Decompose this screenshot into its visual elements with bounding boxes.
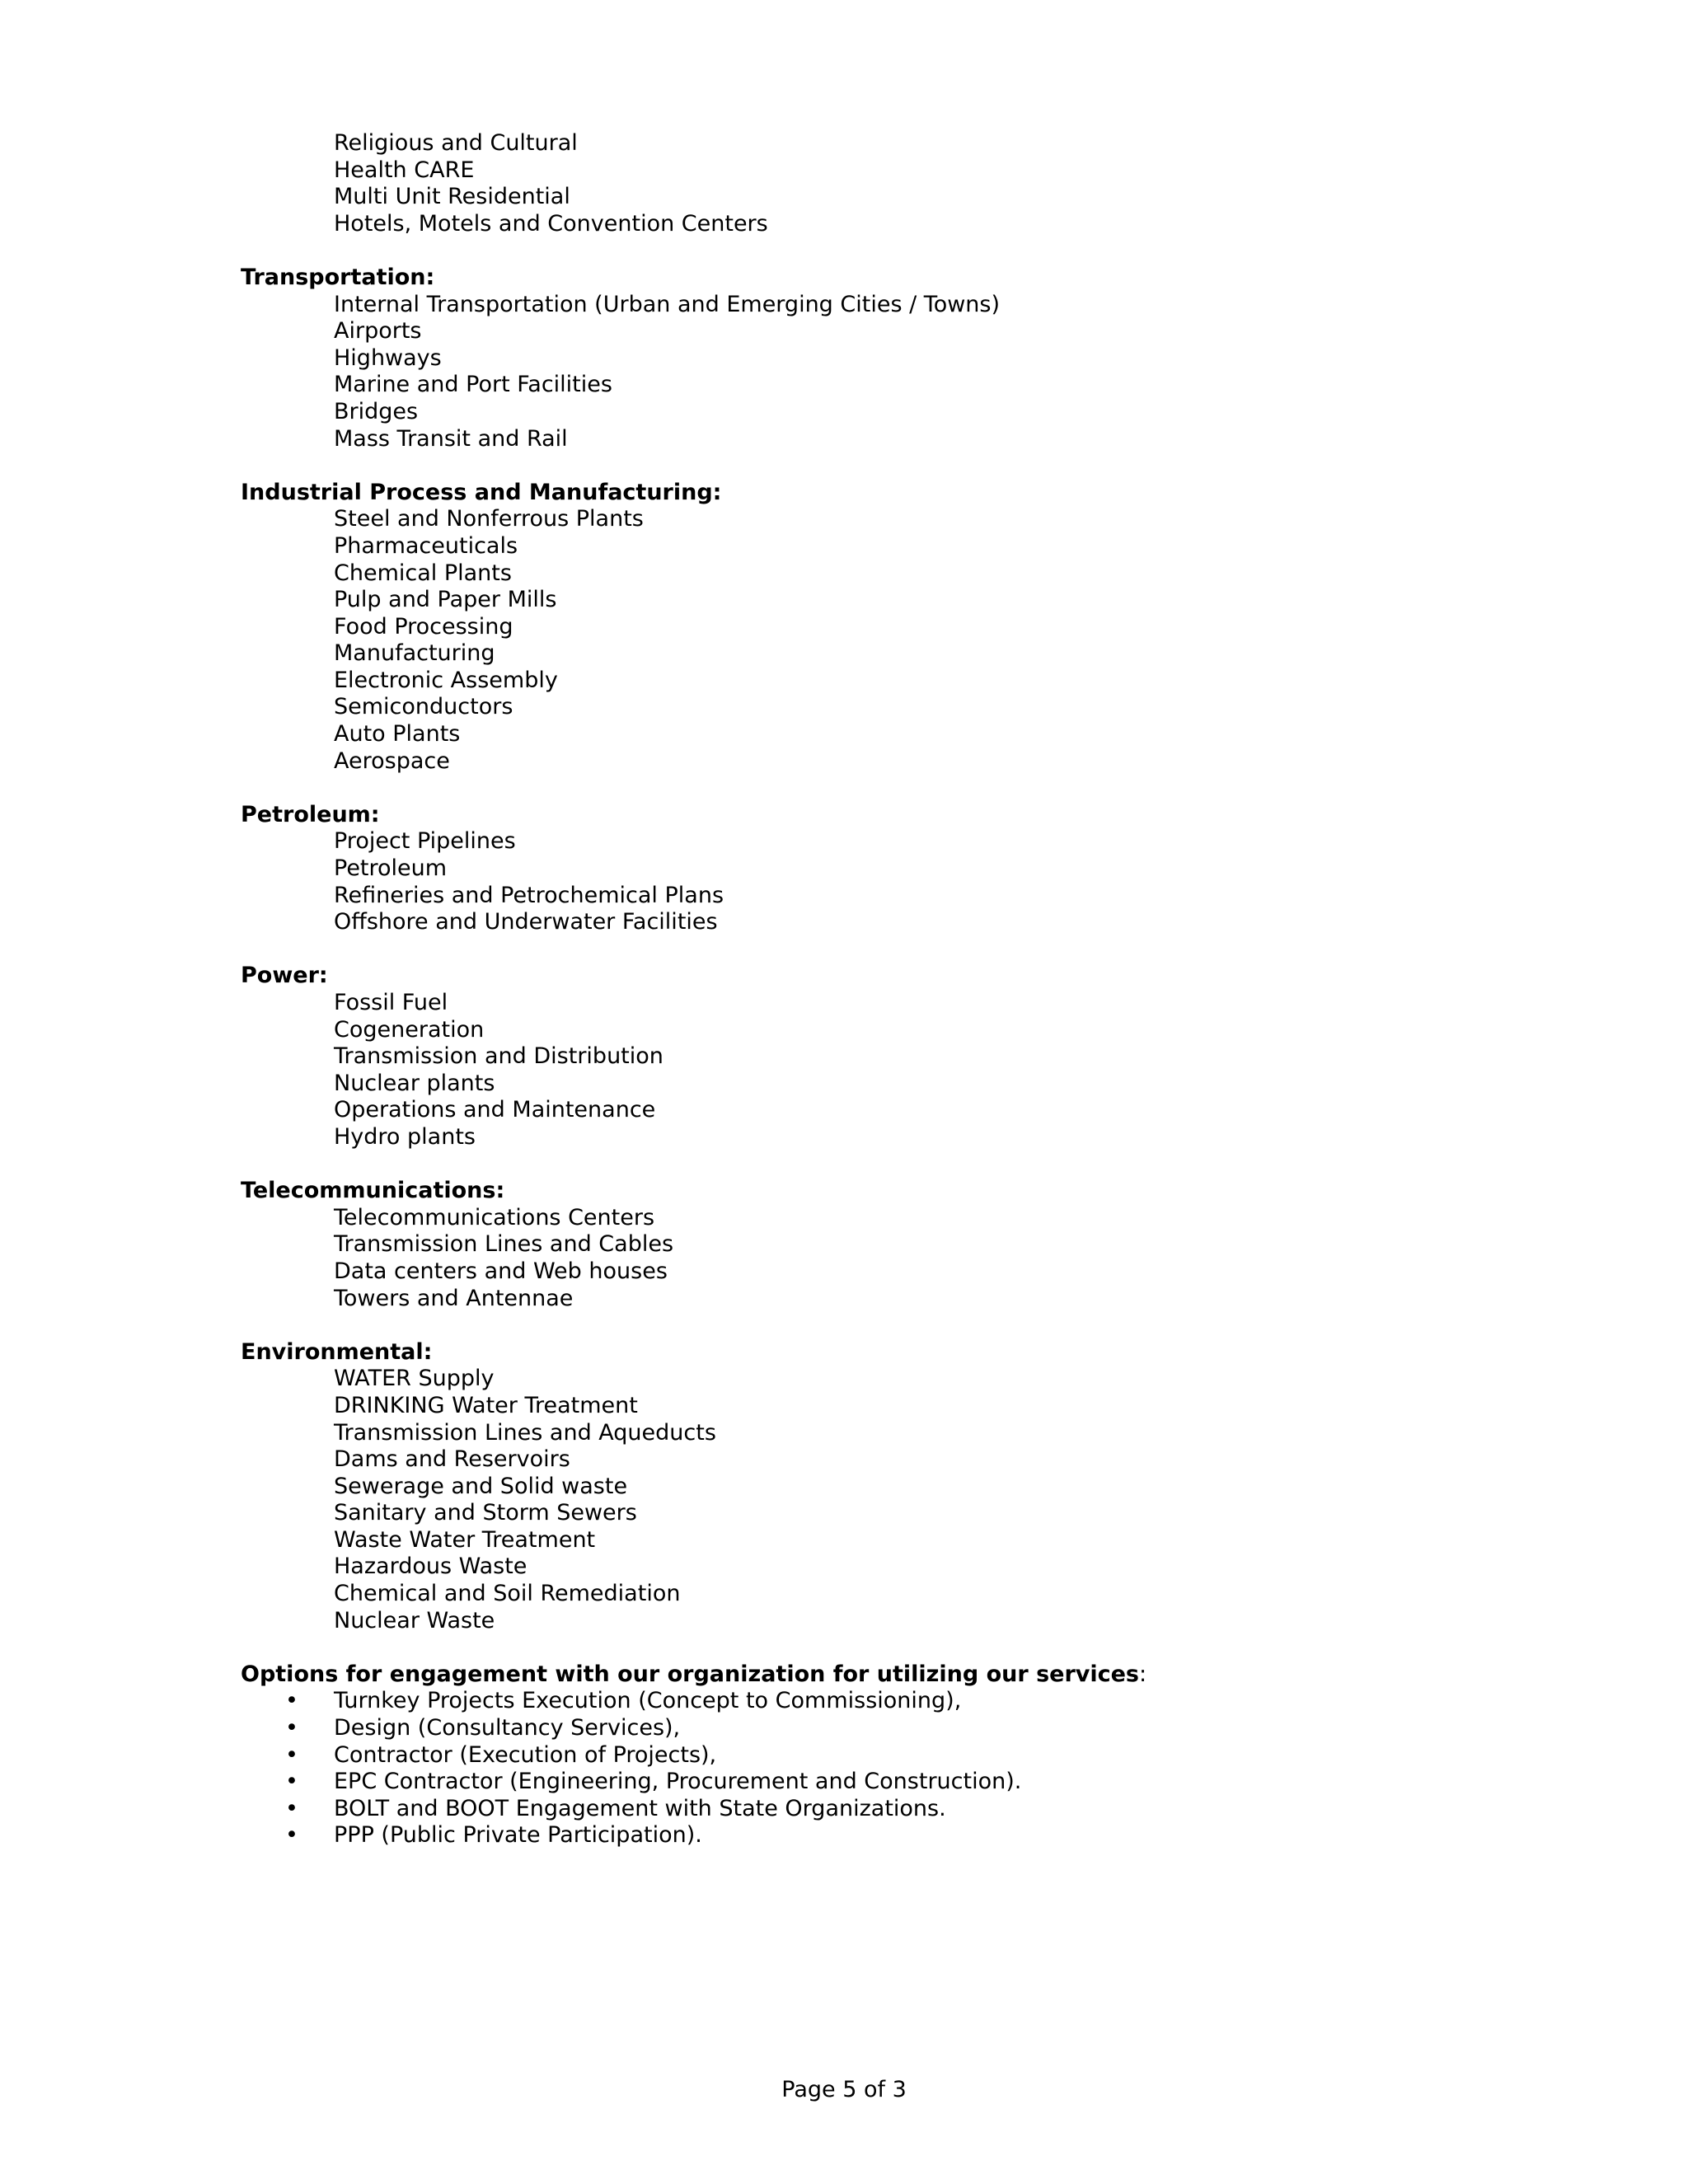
section-heading: Industrial Process and Manufacturing: bbox=[241, 479, 722, 505]
list-item: Cogeneration bbox=[334, 1016, 485, 1043]
list-item: Marine and Port Facilities bbox=[334, 372, 612, 398]
bullet-icon: • bbox=[285, 1715, 298, 1741]
list-item: Airports bbox=[334, 318, 422, 344]
list-item: DRINKING Water Treatment bbox=[334, 1392, 638, 1418]
list-item: Hotels, Motels and Convention Centers bbox=[334, 210, 768, 237]
item-list bbox=[241, 292, 1477, 453]
item-list bbox=[241, 1205, 1477, 1312]
section-industrial bbox=[241, 480, 1477, 776]
section-heading: Power: bbox=[241, 963, 328, 989]
bullet-icon: • bbox=[285, 1795, 298, 1821]
list-item: Fossil Fuel bbox=[334, 990, 448, 1015]
list-item: Steel and Nonferrous Plants bbox=[334, 506, 644, 532]
bullet-item-text: Turnkey Projects Execution (Concept to Commissioning), bbox=[334, 1688, 962, 1714]
item-list bbox=[241, 1366, 1477, 1634]
list-item: Mass Transit and Rail bbox=[334, 425, 568, 452]
bullet-item-text: Contractor (Execution of Projects), bbox=[334, 1741, 717, 1768]
options-heading bbox=[241, 1661, 1477, 1689]
list-item: Transmission Lines and Aqueducts bbox=[334, 1419, 716, 1446]
page-footer bbox=[0, 2077, 1688, 2103]
list-item: Nuclear plants bbox=[334, 1070, 495, 1096]
bullet-icon: • bbox=[285, 1822, 298, 1849]
bullet-item bbox=[241, 1796, 1477, 1823]
section-heading: Environmental: bbox=[241, 1338, 433, 1365]
bullet-item-text: EPC Contractor (Engineering, Procurement and Construction). bbox=[334, 1769, 1022, 1795]
list-item: WATER Supply bbox=[334, 1366, 495, 1392]
list-item: Hydro plants bbox=[334, 1123, 476, 1150]
section-transportation bbox=[241, 265, 1477, 452]
bullet-item bbox=[241, 1688, 1477, 1715]
list-item: Auto Plants bbox=[334, 721, 461, 748]
list-item: Project Pipelines bbox=[334, 828, 516, 855]
list-item: Multi Unit Residential bbox=[334, 184, 570, 210]
section-heading: Petroleum: bbox=[241, 801, 380, 827]
list-item: Internal Transportation (Urban and Emerging Cities / Towns) bbox=[334, 291, 1001, 317]
list-item: Waste Water Treatment bbox=[334, 1526, 596, 1553]
list-item: Dams and Reservoirs bbox=[334, 1446, 570, 1473]
section-petroleum bbox=[241, 802, 1477, 936]
section-heading: Telecommunications: bbox=[241, 1178, 505, 1204]
list-item: Food Processing bbox=[334, 613, 513, 640]
list-item: Chemical Plants bbox=[334, 560, 512, 586]
continued-item-list bbox=[241, 130, 1477, 237]
item-list bbox=[241, 506, 1477, 775]
list-item: Electronic Assembly bbox=[334, 667, 558, 693]
section-telecommunications bbox=[241, 1178, 1477, 1312]
list-item: Nuclear Waste bbox=[334, 1607, 495, 1633]
section-heading: Transportation: bbox=[241, 264, 435, 290]
list-item: Aerospace bbox=[334, 748, 450, 774]
list-item: Manufacturing bbox=[334, 640, 495, 667]
list-item: Highways bbox=[334, 344, 442, 371]
section-environmental bbox=[241, 1339, 1477, 1635]
section-options bbox=[241, 1661, 1477, 1849]
options-bullet-list bbox=[241, 1688, 1477, 1849]
continued-section bbox=[241, 130, 1477, 237]
list-item: Operations and Maintenance bbox=[334, 1097, 656, 1123]
options-heading-text: Options for engagement with our organization for utilizing our services bbox=[241, 1661, 1140, 1687]
list-item: Sewerage and Solid waste bbox=[334, 1473, 628, 1499]
options-heading-suffix: : bbox=[1139, 1661, 1147, 1687]
section-power bbox=[241, 963, 1477, 1151]
list-item: Transmission and Distribution bbox=[334, 1043, 663, 1070]
bullet-item-text: PPP (Public Private Participation). bbox=[334, 1822, 702, 1849]
list-item: Bridges bbox=[334, 398, 419, 424]
bullet-icon: • bbox=[285, 1688, 298, 1714]
list-item: Data centers and Web houses bbox=[334, 1258, 668, 1284]
bullet-item bbox=[241, 1742, 1477, 1769]
bullet-item bbox=[241, 1715, 1477, 1742]
list-item: Transmission Lines and Cables bbox=[334, 1231, 674, 1258]
list-item: Sanitary and Storm Sewers bbox=[334, 1500, 637, 1526]
bullet-icon: • bbox=[285, 1769, 298, 1795]
list-item: Religious and Cultural bbox=[334, 130, 578, 156]
list-item: Offshore and Underwater Facilities bbox=[334, 909, 718, 935]
bullet-item bbox=[241, 1822, 1477, 1849]
list-item: Pharmaceuticals bbox=[334, 532, 518, 559]
item-list bbox=[241, 828, 1477, 935]
page-number: Page 5 of 3 bbox=[781, 2077, 907, 2102]
list-item: Chemical and Soil Remediation bbox=[334, 1581, 681, 1607]
list-item: Semiconductors bbox=[334, 694, 513, 720]
list-item: Telecommunications Centers bbox=[334, 1204, 655, 1230]
document-body bbox=[241, 130, 1477, 1877]
list-item: Towers and Antennae bbox=[334, 1285, 574, 1311]
list-item: Hazardous Waste bbox=[334, 1554, 528, 1580]
list-item: Pulp and Paper Mills bbox=[334, 587, 557, 613]
bullet-item bbox=[241, 1769, 1477, 1796]
list-item: Refineries and Petrochemical Plans bbox=[334, 882, 724, 908]
item-list bbox=[241, 990, 1477, 1151]
bullet-item-text: Design (Consultancy Services), bbox=[334, 1715, 681, 1741]
bullet-icon: • bbox=[285, 1741, 298, 1768]
bullet-item-text: BOLT and BOOT Engagement with State Organizations. bbox=[334, 1795, 946, 1821]
list-item: Petroleum bbox=[334, 855, 448, 882]
list-item: Health CARE bbox=[334, 157, 475, 183]
